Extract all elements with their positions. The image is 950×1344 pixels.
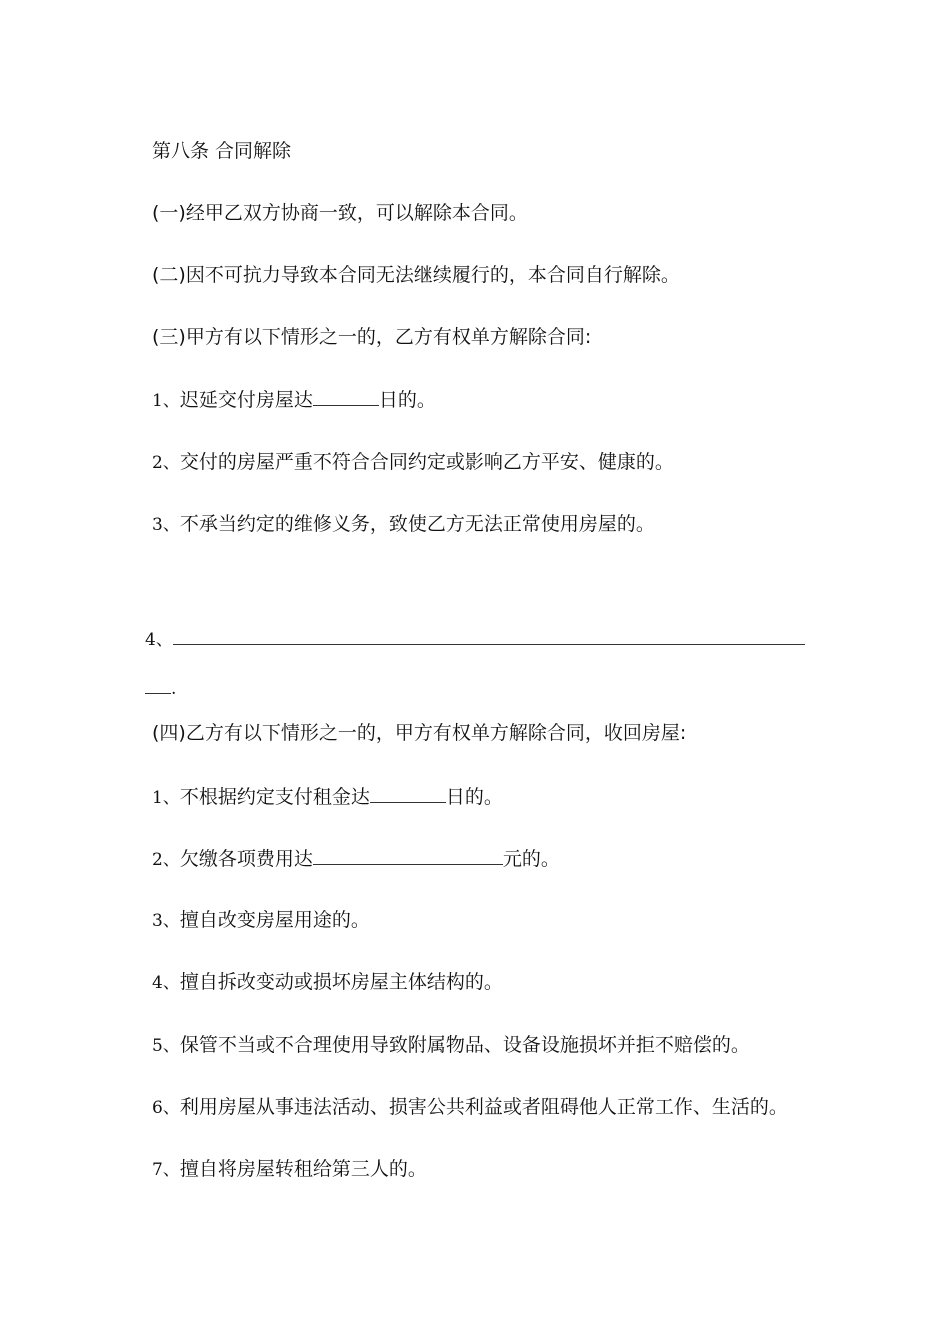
item-number: 2、 [152,850,180,870]
item-text-end: 日的。 [378,389,436,411]
item-number: 4、 [152,973,180,993]
item-text: 利用房屋从事违法活动、损害公共利益或者阻碍他人正常工作、生活的。 [179,1096,788,1118]
item-number: 6、 [152,1098,180,1118]
item-text: 交付的房屋严重不符合合同约定或影响乙方平安、健康的。 [179,451,674,473]
item-text-end: . [171,679,177,699]
item-text: 擅自将房屋转租给第三人的。 [179,1158,427,1180]
clause-4-item-6 [152,1095,788,1120]
item-number: 1、 [152,788,180,808]
fill-in-blank[interactable] [173,626,805,645]
fill-in-blank[interactable] [313,387,379,406]
clause-3-item-3 [152,512,655,537]
item-text: 擅自拆改变动或损坏房屋主体结构的。 [179,971,503,993]
clause-4-item-1 [152,784,503,810]
clause-4-item-7 [152,1157,427,1182]
item-number: 7、 [152,1160,180,1180]
clause-2: (二)因不可抗力导致本合同无法继续履行的，本合同自行解除。 [152,264,680,286]
clause-4-item-5 [152,1033,750,1058]
clause-3-item-2 [152,450,674,475]
item-text: 保管不当或不合理使用导致附属物品、设备设施损坏并拒不赔偿的。 [179,1034,750,1056]
clause-4-item-2 [152,846,560,872]
clause-4-heading: (四)乙方有以下情形之一的，甲方有权单方解除合同，收回房屋: [152,722,687,744]
item-text: 欠缴各项费用达 [179,848,313,870]
item-text: 不根据约定支付租金达 [179,786,370,808]
clause-3-item-4-continued [145,675,176,701]
clause-1: (一)经甲乙双方协商一致，可以解除本合同。 [152,202,528,224]
item-text: 迟延交付房屋达 [179,389,313,411]
clause-4-item-3 [152,908,370,933]
item-number: 3、 [152,911,180,931]
clause-3-item-4 [145,626,805,652]
clause-3-item-1 [152,387,436,413]
article-title: 第八条 合同解除 [152,140,292,162]
fill-in-blank[interactable] [313,846,503,865]
item-number: 4、 [145,630,173,650]
item-number: 2、 [152,453,180,473]
item-text-end: 日的。 [445,786,503,808]
clause-4-item-4 [152,970,503,995]
item-number: 5、 [152,1036,180,1056]
item-text-end: 元的。 [502,848,560,870]
fill-in-blank[interactable] [145,675,171,694]
item-number: 1、 [152,391,180,411]
item-text: 擅自改变房屋用途的。 [179,909,370,931]
fill-in-blank[interactable] [370,784,446,803]
clause-3-heading: (三)甲方有以下情形之一的，乙方有权单方解除合同: [152,326,592,348]
item-text: 不承当约定的维修义务，致使乙方无法正常使用房屋的。 [179,513,655,535]
item-number: 3、 [152,515,180,535]
